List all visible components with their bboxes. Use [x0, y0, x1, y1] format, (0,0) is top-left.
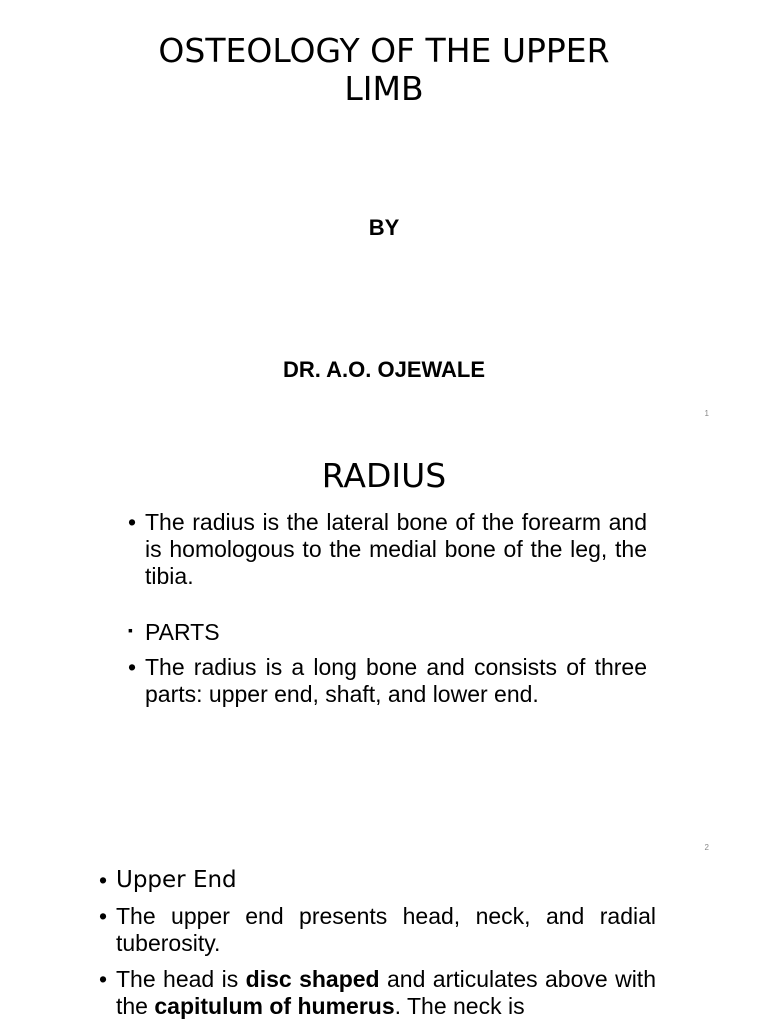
slide-1-page-number: 1 — [704, 409, 709, 418]
slide-1 — [0, 0, 768, 430]
slide-2 — [0, 430, 768, 862]
bullet-text-part: and articulates above with the — [116, 966, 656, 1019]
bullet-text: PARTS — [145, 619, 220, 645]
slide-2-bullet-list — [128, 509, 647, 708]
list-item — [128, 619, 647, 646]
author-name: DR. A.O. OJEWALE — [282, 357, 486, 382]
bullet-text: The radius is the lateral bone of the forearm and is homologous to the medial bone of the leg, the tibia. — [145, 509, 647, 589]
bullet-text: The upper end presents head, neck, and radial tuberosity. — [116, 903, 656, 956]
bold-term: capitulum of humerus — [154, 993, 395, 1019]
list-item — [99, 966, 656, 1020]
round-bullet-icon: • — [99, 867, 108, 893]
round-bullet-icon: • — [128, 654, 137, 680]
slide-1-title: OSTEOLOGY OF THE UPPER LIMB — [158, 31, 610, 108]
slide-3 — [0, 862, 768, 1024]
slide-2-page-number: 2 — [704, 843, 709, 852]
list-item — [128, 654, 647, 708]
bullet-text: Upper End — [116, 867, 237, 893]
bullet-text: The radius is a long bone and consists of three parts: upper end, shaft, and lower end. — [145, 654, 647, 707]
list-item — [99, 867, 656, 894]
bullet-text-part: The head is — [116, 966, 246, 992]
round-bullet-icon: • — [99, 966, 108, 992]
round-bullet-icon: • — [128, 509, 137, 535]
bullet-text-part: . The neck is — [394, 993, 525, 1019]
round-bullet-icon: • — [99, 903, 108, 929]
list-item — [128, 509, 647, 590]
slide-3-bullet-list — [99, 867, 656, 1029]
list-item — [99, 903, 656, 957]
by-label: BY — [368, 215, 400, 240]
square-bullet-icon: ▪ — [128, 622, 133, 638]
slide-2-title: RADIUS — [321, 456, 447, 495]
bold-term: disc shaped — [245, 966, 380, 992]
